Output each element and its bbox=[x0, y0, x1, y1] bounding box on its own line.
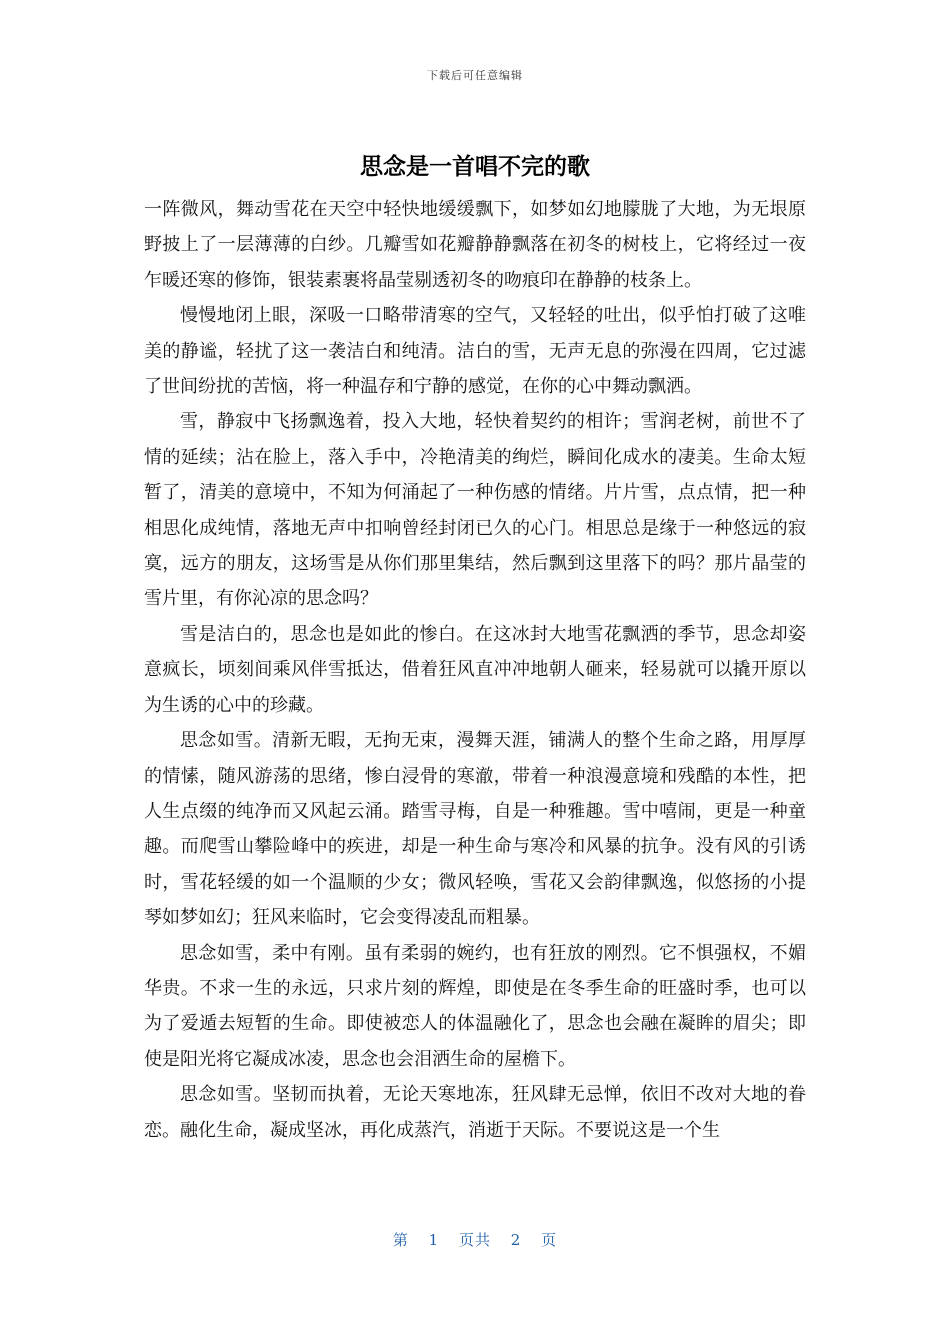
document-title: 思念是一首唱不完的歌 bbox=[360, 154, 590, 180]
header-note: 下载后可任意编辑 bbox=[427, 69, 523, 82]
paragraph-3: 雪，静寂中飞扬飘逸着，投入大地，轻快着契约的相许；雪润老树，前世不了情的延续；沾在脸上，落入手中，冷艳清美的绚烂，瞬间化成水的凄美。生命太短暂了，清美的意境中，不知为何涌起了一种伤感的情绪。片片雪，点点情，把一种相思化成纯情，落地无声中扣响曾经封闭已久的心门。相思总是缘于一种悠远的寂寞，远方的朋友，这场雪是从你们那里集结，然后飘到这里落下的吗？那片晶莹的雪片里，有你沁凉的思念吗？ bbox=[144, 411, 806, 610]
paragraph-5: 思念如雪。清新无暇，无拘无束，漫舞天涯，铺满人的整个生命之路，用厚厚的情愫，随风游荡的思绪，惨白浸骨的寒澈，带着一种浪漫意境和残酷的本性，把人生点缀的纯净而又风起云涌。踏雪寻梅，自是一种雅趣。雪中嘻闹，更是一种童趣。而爬雪山攀险峰中的疾进，却是一种生命与寒冷和风暴的抗争。没有风的引诱时，雪花轻缓的如一个温顺的少女；微风轻唤，雪花又会韵律飘逸，似悠扬的小提琴如梦如幻；狂风来临时，它会变得凌乱而粗暴。 bbox=[144, 730, 806, 929]
body-text bbox=[144, 192, 806, 1148]
footer-total-pages: 2 bbox=[510, 1231, 522, 1249]
paragraph-6: 思念如雪，柔中有刚。虽有柔弱的婉约，也有狂放的刚烈。它不惧强权，不媚华贵。不求一生的永远，只求片刻的辉煌，即使是在冬季生命的旺盛时季，也可以为了爱遁去短暂的生命。即使被恋人的体温融化了，思念也会融在凝眸的眉尖；即使是阳光将它凝成冰凌，思念也会泪洒生命的屋檐下。 bbox=[144, 942, 806, 1070]
footer-prefix: 第 bbox=[392, 1231, 409, 1249]
paragraph-1: 一阵微风，舞动雪花在天空中轻快地缓缓飘下，如梦如幻地朦胧了大地，为无垠原野披上了一层薄薄的白纱。几瓣雪如花瓣静静飘落在初冬的树枝上，它将经过一夜乍暖还寒的修饰，银装素裹将晶莹剔透初冬的吻痕印在静静的枝条上。 bbox=[144, 199, 806, 291]
footer-middle: 页共 bbox=[458, 1231, 491, 1249]
footer-suffix: 页 bbox=[541, 1231, 558, 1249]
footer-page-number: 1 bbox=[428, 1231, 440, 1249]
page-footer bbox=[0, 1229, 950, 1250]
paragraph-4: 雪是洁白的，思念也是如此的惨白。在这冰封大地雪花飘洒的季节，思念却姿意疯长，顷刻间乘风伴雪抵达，借着狂风直冲冲地朝人砸来，轻易就可以撬开原以为生诱的心中的珍藏。 bbox=[144, 623, 806, 716]
paragraph-7: 思念如雪。坚韧而执着，无论天寒地冻，狂风肆无忌惮，依旧不改对大地的眷恋。融化生命，凝成坚冰，再化成蒸汽，消逝于天际。不要说这是一个生 bbox=[144, 1084, 806, 1141]
paragraph-2: 慢慢地闭上眼，深吸一口略带清寒的空气，又轻轻的吐出，似乎怕打破了这唯美的静谧，轻扰了这一袭洁白和纯清。洁白的雪，无声无息的弥漫在四周，它过滤了世间纷扰的苦恼，将一种温存和宁静的感觉，在你的心中舞动飘洒。 bbox=[144, 305, 806, 398]
